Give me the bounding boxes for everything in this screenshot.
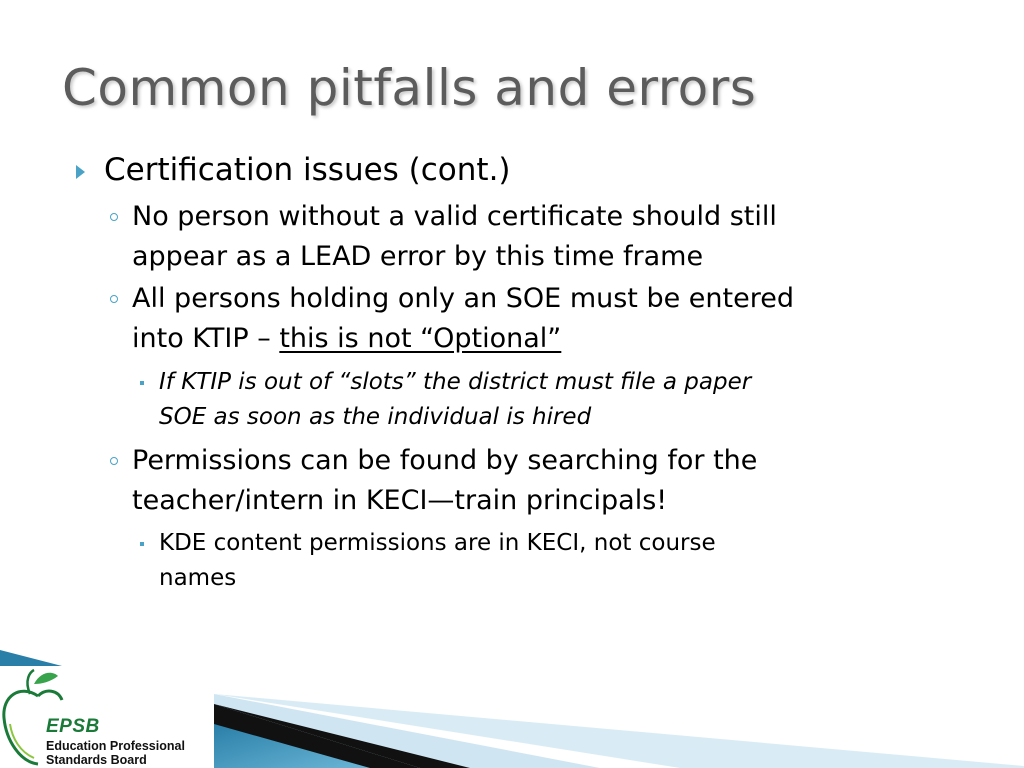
- bullet-certification-issues: Certification issues (cont.): [104, 152, 511, 188]
- detail-line: KDE content permissions are in KECI, not course: [159, 530, 716, 556]
- logo-abbreviation: EPSB: [46, 716, 100, 737]
- subbullet-prefix: into KTIP –: [132, 323, 280, 354]
- logo-text-line2: Standards Board: [46, 753, 147, 767]
- underlined-emphasis: this is not “Optional”: [279, 323, 562, 354]
- detail-line: SOE as soon as the individual is hired: [159, 404, 592, 430]
- subbullet-line: No person without a valid certificate should still: [132, 201, 777, 232]
- subbullet-line: teacher/intern in KECI—train principals!: [132, 485, 668, 516]
- detail-line: If KTIP is out of “slots” the district must file a paper: [159, 369, 752, 395]
- subbullet-line: appear as a LEAD error by this time frame: [132, 241, 704, 272]
- subbullet-line: Permissions can be found by searching for the: [132, 445, 758, 476]
- slide-title: Common pitfalls and errors: [62, 59, 757, 117]
- detail-line: names: [159, 565, 237, 591]
- logo-text-line1: Education Professional: [46, 739, 185, 753]
- subbullet-line: All persons holding only an SOE must be entered: [132, 283, 794, 314]
